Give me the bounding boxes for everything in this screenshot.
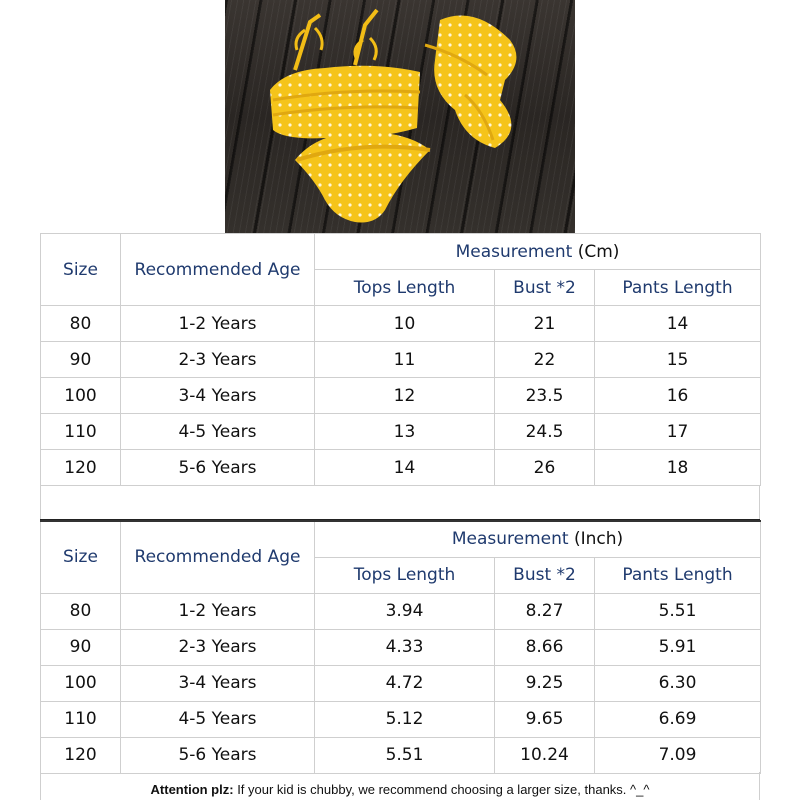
size-cell: 80 bbox=[41, 593, 121, 629]
pants-cell: 5.51 bbox=[595, 593, 761, 629]
tops-cell: 11 bbox=[315, 342, 495, 378]
pants-cell: 15 bbox=[595, 342, 761, 378]
col-tops-header: Tops Length bbox=[315, 557, 495, 593]
pants-cell: 14 bbox=[595, 306, 761, 342]
measurement-label: Measurement bbox=[451, 529, 569, 550]
col-age-header: Recommended Age bbox=[121, 234, 315, 306]
pants-cell: 5.91 bbox=[595, 629, 761, 665]
age-cell: 1-2 Years bbox=[121, 306, 315, 342]
table-row bbox=[41, 378, 761, 414]
col-pants-header: Pants Length bbox=[595, 557, 761, 593]
pants-cell: 18 bbox=[595, 450, 761, 486]
tops-cell: 5.12 bbox=[315, 701, 495, 737]
tops-cell: 13 bbox=[315, 414, 495, 450]
pants-cell: 6.30 bbox=[595, 665, 761, 701]
size-table-cm bbox=[40, 233, 761, 486]
pants-cell: 6.69 bbox=[595, 701, 761, 737]
bust-cell: 8.66 bbox=[495, 629, 595, 665]
table-row bbox=[41, 450, 761, 486]
col-tops-header: Tops Length bbox=[315, 270, 495, 306]
age-cell: 4-5 Years bbox=[121, 701, 315, 737]
size-cell: 120 bbox=[41, 450, 121, 486]
col-bust-header: Bust *2 bbox=[495, 270, 595, 306]
measurement-unit: (Cm) bbox=[577, 241, 620, 262]
bust-cell: 24.5 bbox=[495, 414, 595, 450]
measurement-header bbox=[315, 521, 761, 557]
col-age-header: Recommended Age bbox=[121, 521, 315, 593]
table-row bbox=[41, 629, 761, 665]
bust-cell: 9.65 bbox=[495, 701, 595, 737]
age-cell: 1-2 Years bbox=[121, 593, 315, 629]
bust-cell: 23.5 bbox=[495, 378, 595, 414]
tops-cell: 4.72 bbox=[315, 665, 495, 701]
size-cell: 100 bbox=[41, 378, 121, 414]
age-cell: 2-3 Years bbox=[121, 342, 315, 378]
pants-cell: 16 bbox=[595, 378, 761, 414]
size-cell: 110 bbox=[41, 414, 121, 450]
age-cell: 3-4 Years bbox=[121, 378, 315, 414]
size-cell: 110 bbox=[41, 701, 121, 737]
table-row bbox=[41, 737, 761, 773]
pants-cell: 7.09 bbox=[595, 737, 761, 773]
bust-cell: 10.24 bbox=[495, 737, 595, 773]
table-row bbox=[41, 306, 761, 342]
table-row bbox=[41, 593, 761, 629]
table-row bbox=[41, 414, 761, 450]
size-table-inch bbox=[40, 520, 761, 774]
product-photo bbox=[225, 0, 575, 233]
pants-cell: 17 bbox=[595, 414, 761, 450]
size-cell: 90 bbox=[41, 629, 121, 665]
tops-cell: 3.94 bbox=[315, 593, 495, 629]
measurement-header bbox=[315, 234, 761, 270]
tops-cell: 4.33 bbox=[315, 629, 495, 665]
table-row bbox=[41, 342, 761, 378]
tops-cell: 12 bbox=[315, 378, 495, 414]
size-cell: 100 bbox=[41, 665, 121, 701]
age-cell: 5-6 Years bbox=[121, 450, 315, 486]
yellow-polka-dot-bikini-with-headband-icon bbox=[225, 0, 575, 233]
age-cell: 2-3 Years bbox=[121, 629, 315, 665]
bust-cell: 9.25 bbox=[495, 665, 595, 701]
bust-cell: 22 bbox=[495, 342, 595, 378]
col-size-header: Size bbox=[41, 234, 121, 306]
age-cell: 5-6 Years bbox=[121, 737, 315, 773]
tops-cell: 10 bbox=[315, 306, 495, 342]
attention-text: If your kid is chubby, we recommend choosing a larger size, thanks. ^_^ bbox=[233, 782, 650, 797]
tops-cell: 14 bbox=[315, 450, 495, 486]
bust-cell: 8.27 bbox=[495, 593, 595, 629]
age-cell: 3-4 Years bbox=[121, 665, 315, 701]
table-row bbox=[41, 665, 761, 701]
table-row bbox=[41, 701, 761, 737]
attention-label: Attention plz: bbox=[150, 782, 234, 797]
col-pants-header: Pants Length bbox=[595, 270, 761, 306]
tops-cell: 5.51 bbox=[315, 737, 495, 773]
measurement-unit: (Inch) bbox=[573, 529, 624, 550]
size-cell: 120 bbox=[41, 737, 121, 773]
attention-note bbox=[40, 772, 760, 800]
age-cell: 4-5 Years bbox=[121, 414, 315, 450]
col-size-header: Size bbox=[41, 521, 121, 593]
bust-cell: 26 bbox=[495, 450, 595, 486]
bust-cell: 21 bbox=[495, 306, 595, 342]
measurement-label: Measurement bbox=[455, 241, 573, 262]
size-cell: 80 bbox=[41, 306, 121, 342]
size-cell: 90 bbox=[41, 342, 121, 378]
col-bust-header: Bust *2 bbox=[495, 557, 595, 593]
table-spacer bbox=[40, 485, 760, 520]
